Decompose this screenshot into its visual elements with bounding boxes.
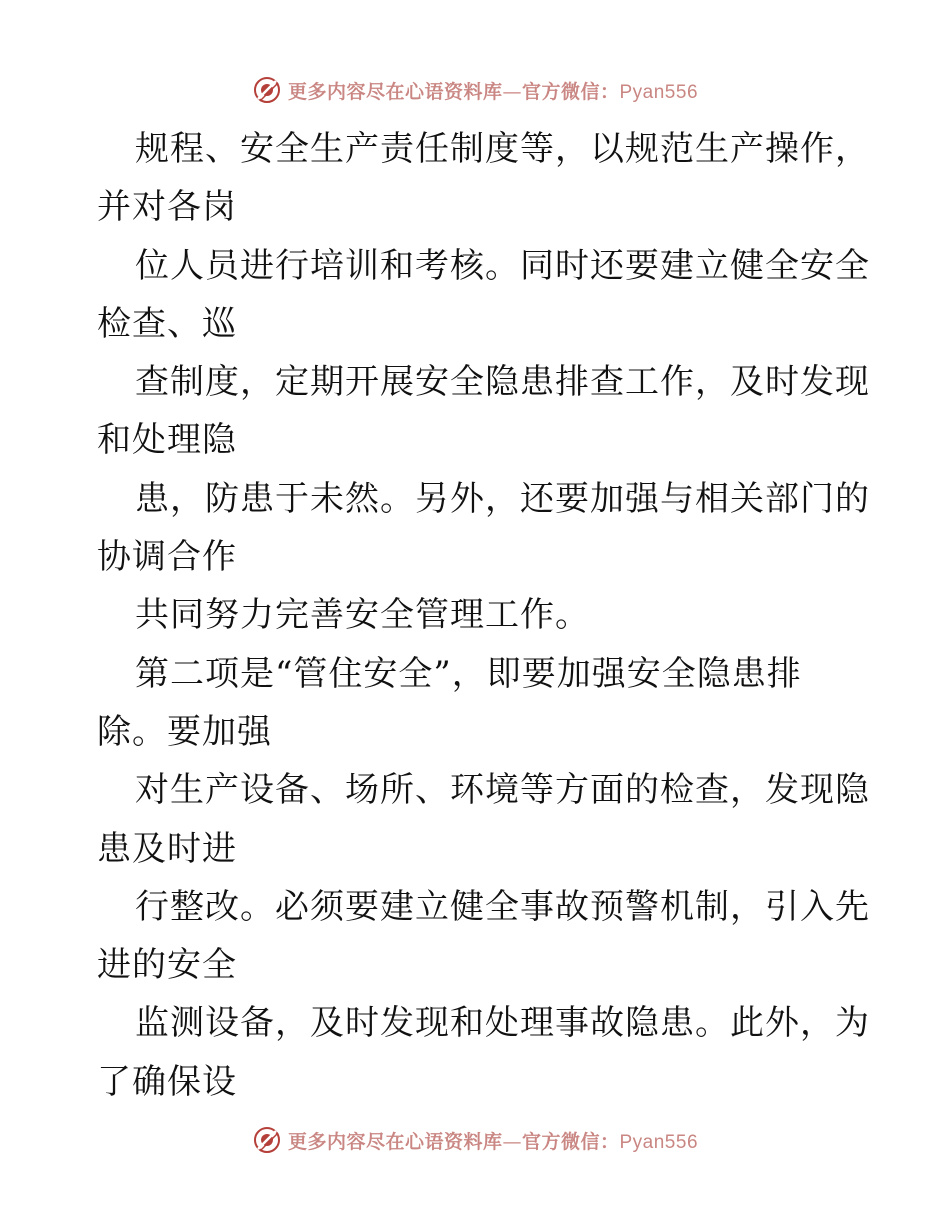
header-contact-label: 官方微信： bbox=[521, 80, 620, 103]
footer-contact-id: Pyan556 bbox=[619, 1131, 699, 1153]
logo-icon bbox=[252, 75, 282, 105]
header-separator: — bbox=[502, 80, 522, 103]
footer-separator: — bbox=[502, 1130, 522, 1153]
header-text: 更多内容尽在心语资料库 bbox=[287, 80, 503, 103]
text-line: 进的安全 bbox=[97, 945, 237, 986]
footer-text: 更多内容尽在心语资料库 bbox=[287, 1130, 503, 1153]
text-line: 除。要加强 bbox=[97, 711, 272, 752]
text-line: 协调合作 bbox=[97, 537, 237, 578]
header-watermark bbox=[0, 70, 950, 110]
header-contact-id: Pyan556 bbox=[619, 81, 699, 103]
text-line: 检查、巡 bbox=[97, 303, 237, 344]
text-line: 了确保设 bbox=[97, 1061, 237, 1102]
footer-contact-label: 官方微信： bbox=[521, 1130, 620, 1153]
text-line: 并对各岗 bbox=[97, 187, 237, 228]
logo-icon bbox=[252, 1125, 282, 1155]
text-line: 对生产设备、场所、环境等方面的检查，发现隐 bbox=[135, 770, 870, 811]
text-line: 和处理隐 bbox=[97, 420, 237, 461]
header-text-block bbox=[288, 77, 698, 104]
footer-text-block bbox=[288, 1127, 698, 1154]
text-line: 患，防患于未然。另外，还要加强与相关部门的 bbox=[135, 478, 870, 519]
text-line: 监测设备，及时发现和处理事故隐患。此外，为 bbox=[135, 1003, 870, 1044]
text-line: 位人员进行培训和考核。同时还要建立健全安全 bbox=[135, 245, 870, 286]
text-line: 行整改。必须要建立健全事故预警机制，引入先 bbox=[135, 886, 870, 927]
text-line: 共同努力完善安全管理工作。 bbox=[135, 595, 590, 636]
text-line: 查制度，定期开展安全隐患排查工作，及时发现 bbox=[135, 362, 870, 403]
document-body bbox=[97, 120, 870, 1111]
footer-watermark bbox=[0, 1120, 950, 1160]
text-line: 规程、安全生产责任制度等，以规范生产操作， bbox=[135, 129, 870, 169]
text-line: 患及时进 bbox=[97, 828, 237, 869]
text-line: 第二项是“管住安全”，即要加强安全隐患排 bbox=[135, 653, 802, 694]
